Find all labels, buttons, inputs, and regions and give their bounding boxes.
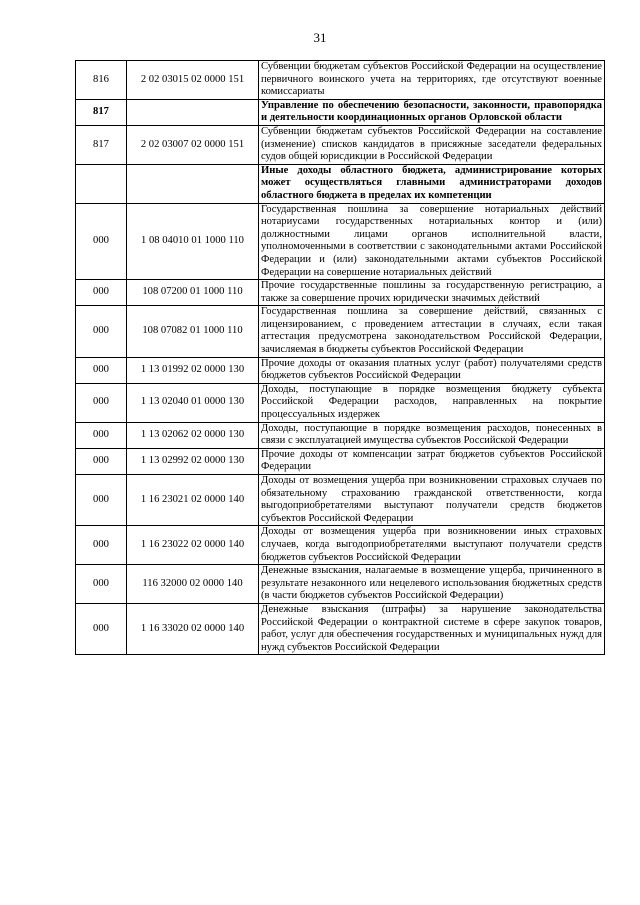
budget-code-cell: 2 02 03007 02 0000 151 [127, 125, 259, 164]
admin-code-cell [76, 164, 127, 203]
table-row [76, 99, 605, 125]
admin-code-cell: 817 [76, 99, 127, 125]
description-cell: Доходы от возмещения ущерба при возникновении иных страховых случаев, когда выгодоприобретателями выступают получатели средств бюджетов субъектов Российской Федерации [259, 526, 605, 565]
description-cell: Иные доходы областного бюджета, администрирование которых может осуществляться главными администраторами доходов областного бюджета в пределах их компетенции [259, 164, 605, 203]
admin-code-cell: 000 [76, 280, 127, 306]
page-number: 31 [313, 30, 327, 45]
table-row [76, 61, 605, 100]
table-row [76, 125, 605, 164]
table-row [76, 565, 605, 604]
description-cell: Доходы, поступающие в порядке возмещения расходов, понесенных в связи с эксплуатацией имущества субъектов Российской Федерации [259, 422, 605, 448]
table-row [76, 448, 605, 474]
description-cell: Управление по обеспечению безопасности, законности, правопорядка и деятельности координационных органов Орловской области [259, 99, 605, 125]
budget-code-cell [127, 99, 259, 125]
budget-code-cell: 1 16 23021 02 0000 140 [127, 475, 259, 526]
admin-code-cell: 000 [76, 306, 127, 357]
table-row [76, 603, 605, 654]
description-cell: Прочие государственные пошлины за государственную регистрацию, а также за совершение прочих юридически значимых действий [259, 280, 605, 306]
description-cell: Денежные взыскания (штрафы) за нарушение законодательства Российской Федерации о контрактной системе в сфере закупок товаров, работ, услуг для обеспечения государственных и муниципальных нужд для нужд субъектов Российской Федерации [259, 603, 605, 654]
admin-code-cell: 816 [76, 61, 127, 100]
table-row [76, 306, 605, 357]
table-row [76, 383, 605, 422]
admin-code-cell: 000 [76, 448, 127, 474]
budget-code-cell: 108 07200 01 1000 110 [127, 280, 259, 306]
budget-code-cell: 2 02 03015 02 0000 151 [127, 61, 259, 100]
description-cell: Прочие доходы от компенсации затрат бюджетов субъектов Российской Федерации [259, 448, 605, 474]
admin-code-cell: 817 [76, 125, 127, 164]
description-cell: Субвенции бюджетам субъектов Российской Федерации на составление (изменение) списков кандидатов в присяжные заседатели федеральных судов общей юрисдикции в Российской Федерации [259, 125, 605, 164]
admin-code-cell: 000 [76, 357, 127, 383]
table-row [76, 422, 605, 448]
description-cell: Прочие доходы от оказания платных услуг (работ) получателями средств бюджетов субъектов Российской Федерации [259, 357, 605, 383]
budget-code-cell [127, 164, 259, 203]
admin-code-cell: 000 [76, 526, 127, 565]
table-row [76, 475, 605, 526]
budget-code-cell: 1 08 04010 01 1000 110 [127, 203, 259, 280]
description-cell: Доходы от возмещения ущерба при возникновении страховых случаев по обязательному страхованию гражданской ответственности, когда выгодоприобретателями выступают получатели средств бюджетов субъектов Российской Федерации [259, 475, 605, 526]
budget-code-cell: 1 16 33020 02 0000 140 [127, 603, 259, 654]
table-row [76, 203, 605, 280]
table-body [76, 61, 605, 655]
description-cell: Субвенции бюджетам субъектов Российской Федерации на осуществление первичного воинского учета на территориях, где отсутствуют военные комиссариаты [259, 61, 605, 100]
admin-code-cell: 000 [76, 565, 127, 604]
budget-code-cell: 1 16 23022 02 0000 140 [127, 526, 259, 565]
table-row [76, 280, 605, 306]
admin-code-cell: 000 [76, 203, 127, 280]
admin-code-cell: 000 [76, 475, 127, 526]
description-cell: Государственная пошлина за совершение нотариальных действий нотариусами государственных нотариальных контор и (или) должностными лицами органов исполнительной власти, уполномоченными в соответствии с законодательными актами Российской Федерации и (или) законодательными актами субъектов Российской Федерации на совершение нотариальных действий [259, 203, 605, 280]
budget-code-cell: 1 13 02040 01 0000 130 [127, 383, 259, 422]
description-cell: Доходы, поступающие в порядке возмещения бюджету субъекта Российской Федерации расходов, направленных на покрытие процессуальных издержек [259, 383, 605, 422]
table-row [76, 526, 605, 565]
budget-code-cell: 1 13 01992 02 0000 130 [127, 357, 259, 383]
budget-code-cell: 116 32000 02 0000 140 [127, 565, 259, 604]
budget-code-cell: 108 07082 01 1000 110 [127, 306, 259, 357]
admin-code-cell: 000 [76, 603, 127, 654]
description-cell: Государственная пошлина за совершение действий, связанных с лицензированием, с проведением аттестации в случаях, если такая аттестация предусмотрена законодательством Российской Федерации, зачисляемая в бюджеты субъектов Российской Федерации [259, 306, 605, 357]
description-cell: Денежные взыскания, налагаемые в возмещение ущерба, причиненного в результате незаконного или нецелевого использования бюджетных средств (в части бюджетов субъектов Российской Федерации) [259, 565, 605, 604]
admin-code-cell: 000 [76, 422, 127, 448]
admin-code-cell: 000 [76, 383, 127, 422]
table-row [76, 164, 605, 203]
table-row [76, 357, 605, 383]
budget-code-cell: 1 13 02062 02 0000 130 [127, 422, 259, 448]
revenue-codes-table [75, 60, 605, 655]
budget-code-cell: 1 13 02992 02 0000 130 [127, 448, 259, 474]
